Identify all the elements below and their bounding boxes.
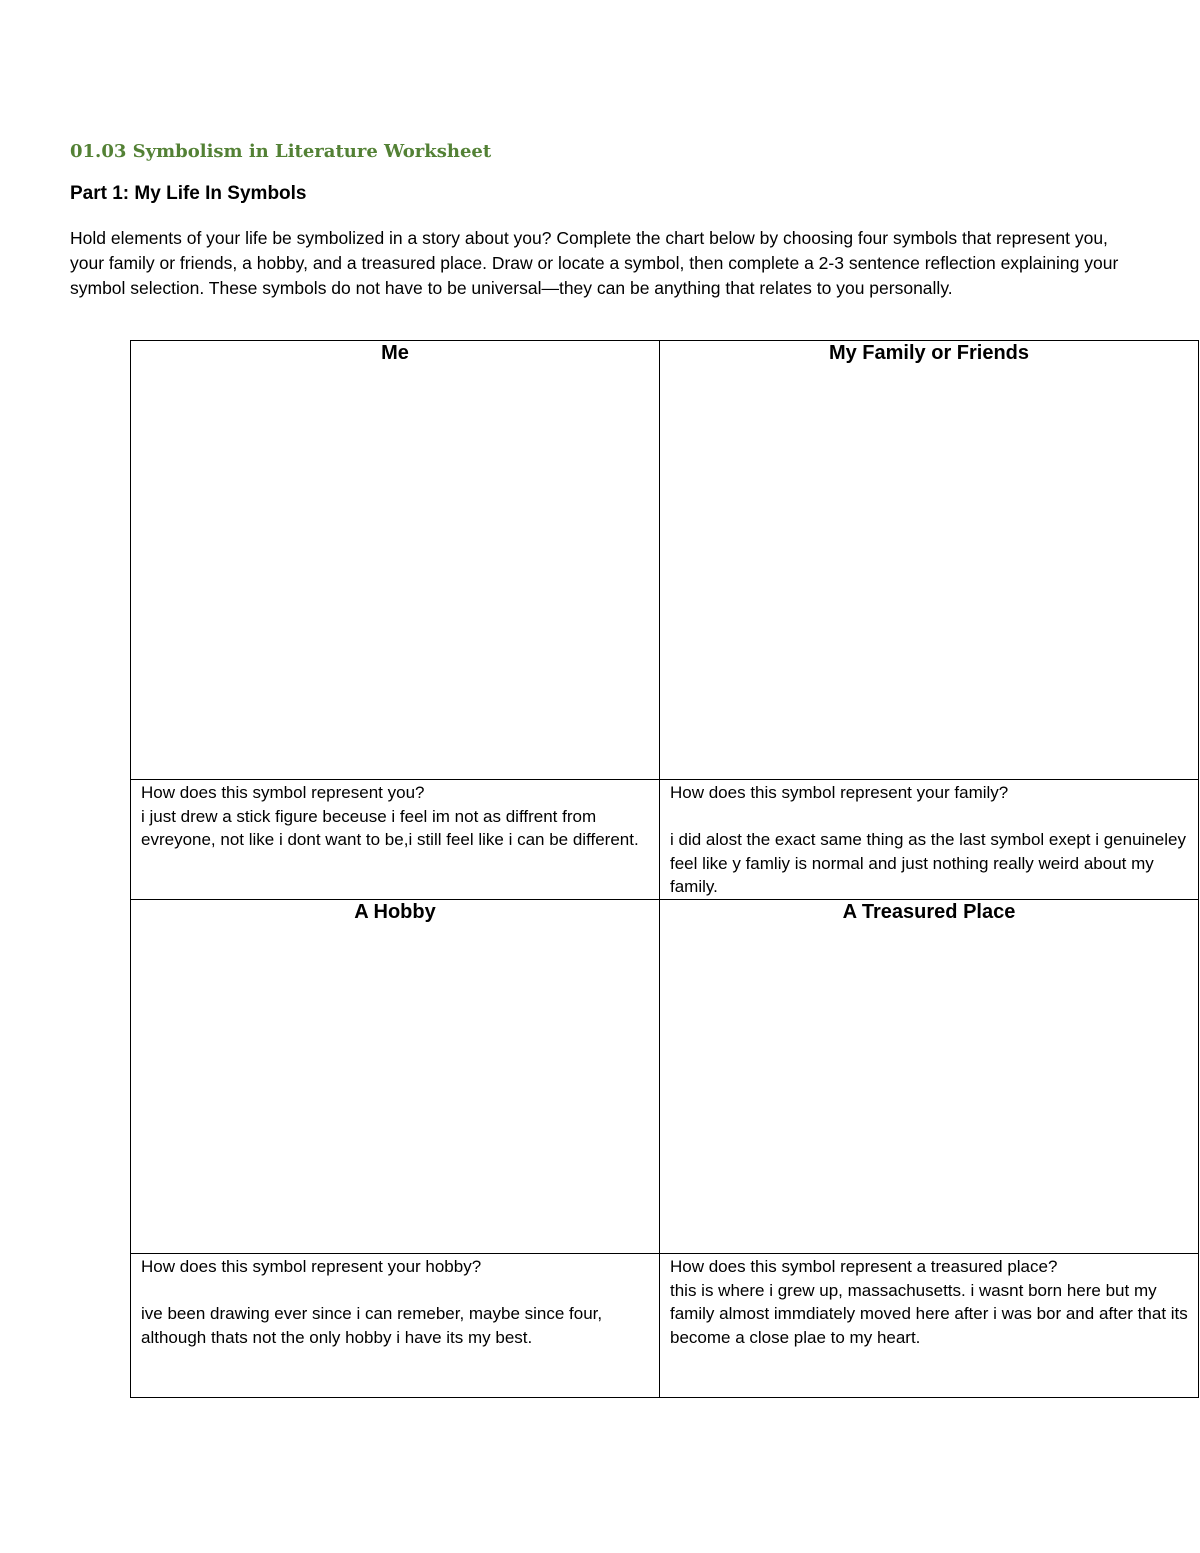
page-title: 01.03 Symbolism in Literature Worksheet: [70, 141, 492, 162]
symbol-row-1: [131, 341, 1199, 780]
place-heading: A Treasured Place: [842, 901, 1016, 923]
place-reflection-cell[interactable]: [660, 1254, 1199, 1398]
me-answer: i just drew a stick figure beceuse i feel im not as diffrent from evreyone, not like i dont want to be,i still feel like i can be different.: [141, 806, 639, 849]
place-question: How does this symbol represent a treasured place?: [670, 1257, 1058, 1276]
part-heading: Part 1: My Life In Symbols: [70, 183, 307, 204]
family-reflection-cell[interactable]: [660, 780, 1199, 900]
hobby-symbol-cell[interactable]: [131, 900, 660, 1254]
symbol-row-2: [131, 900, 1199, 1254]
instructions-paragraph: Hold elements of your life be symbolized in a story about you? Complete the chart below by choosing four symbols that represent you, your family or friends, a hobby, and a treasured place. Draw or locate a symbol, then complete a 2-3 sentence reflection explaining your symbol selection. These symbols do not have to be universal—they can be anything that relates to you personally.: [70, 228, 1119, 298]
place-answer: this is where i grew up, massachusetts. i wasnt born here but my family almost immdiately moved here after i was bor and after that its become a close plae to my heart.: [670, 1280, 1188, 1347]
family-question: How does this symbol represent your family?: [670, 783, 1009, 802]
blank-line: [141, 1279, 649, 1303]
family-heading: My Family or Friends: [828, 342, 1030, 364]
me-symbol-cell[interactable]: [131, 341, 660, 780]
symbols-chart-table: [130, 340, 1199, 1398]
reflection-row-1: [131, 780, 1199, 900]
family-answer: i did alost the exact same thing as the last symbol exept i genuineley feel like y famliy is normal and just nothing really weird about my family.: [670, 830, 1186, 896]
hobby-reflection-cell[interactable]: [131, 1254, 660, 1398]
place-symbol-cell[interactable]: [660, 900, 1199, 1254]
me-reflection-cell[interactable]: [131, 780, 660, 900]
hobby-heading: A Hobby: [354, 901, 436, 923]
reflection-row-2: [131, 1254, 1199, 1398]
hobby-question: How does this symbol represent your hobby?: [141, 1257, 482, 1276]
family-symbol-cell[interactable]: [660, 341, 1199, 780]
blank-line: [670, 805, 1188, 829]
me-question: How does this symbol represent you?: [141, 783, 425, 802]
hobby-answer: ive been drawing ever since i can remeber, maybe since four, although thats not the only hobby i have its my best.: [141, 1304, 603, 1347]
me-heading: Me: [381, 342, 409, 364]
